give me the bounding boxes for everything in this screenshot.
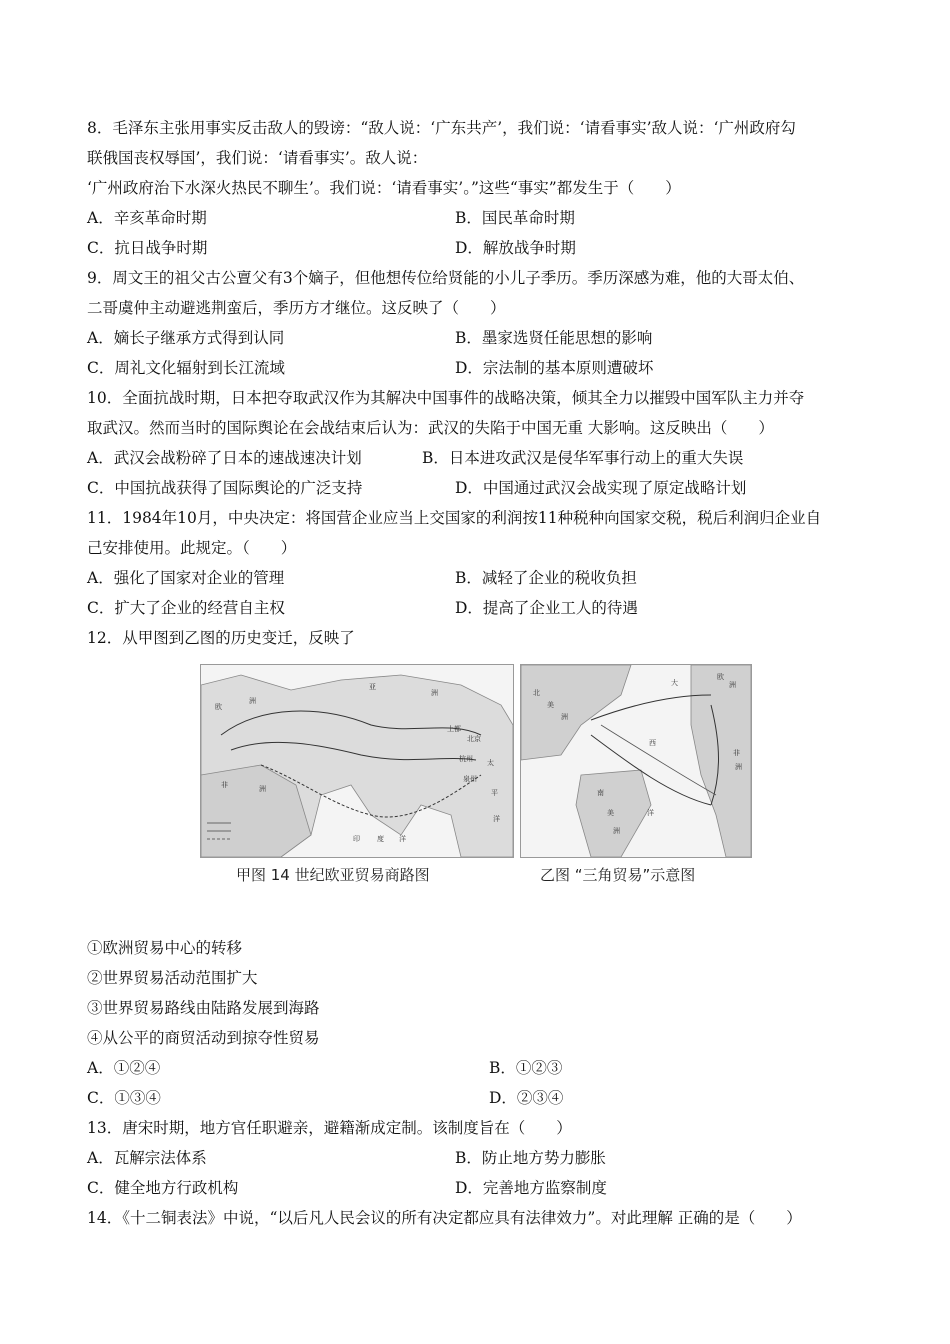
map-left-label-shangdu: 上都: [447, 725, 461, 733]
map-right-label-zhou-4: 洲: [729, 681, 736, 689]
map-left-label-quanzhou: 泉州: [463, 775, 477, 783]
map-right-label-zhou-3: 洲: [613, 827, 620, 835]
q12-statement-3: ③世界贸易路线由陆路发展到海路: [87, 999, 320, 1017]
map-right-label-mei-2: 美: [607, 809, 614, 817]
figure-right-caption: 乙图 “三角贸易”示意图: [540, 866, 696, 884]
q12-statement-2: ②世界贸易活动范围扩大: [87, 969, 258, 987]
q10-option-c[interactable]: C．中国抗战获得了国际舆论的广泛支持: [87, 479, 363, 497]
map-left-label-yang-1: 洋: [399, 835, 406, 843]
q9-option-d[interactable]: D．宗法制的基本原则遭破坏: [455, 359, 654, 377]
q9-stem-line-1: 9．周文王的祖父古公亶父有3个嫡子，但他想传位给贤能的小儿子季历。季历深感为难，他的大哥太伯、: [87, 269, 805, 287]
q8-option-a[interactable]: A．辛亥革命时期: [87, 209, 207, 227]
q10-option-d[interactable]: D．中国通过武汉会战实现了原定战略计划: [455, 479, 747, 497]
q13-option-d[interactable]: D．完善地方监察制度: [455, 1179, 607, 1197]
map-left-label-zhou-2: 洲: [249, 697, 256, 705]
map-right-label-bei: 北: [533, 689, 540, 697]
q10-option-b[interactable]: B．日本进攻武汉是侵华军事行动上的重大失误: [422, 449, 744, 467]
q13-option-a[interactable]: A．瓦解宗法体系: [87, 1149, 207, 1167]
q8-option-d[interactable]: D．解放战争时期: [455, 239, 576, 257]
map-left-label-du: 度: [377, 835, 384, 843]
q11-option-b[interactable]: B．减轻了企业的税收负担: [455, 569, 637, 587]
q12-option-c[interactable]: C．①③④: [87, 1089, 161, 1107]
map-left-label-fei: 非: [221, 781, 228, 789]
q8-stem-line-2: 联俄国丧权辱国’，我们说：‘请看事实’。敌人说：: [87, 149, 428, 167]
q8-option-c[interactable]: C．抗日战争时期: [87, 239, 208, 257]
map-left-label-zhou-3: 洲: [259, 785, 266, 793]
map-right-label-mei-1: 美: [547, 701, 554, 709]
q8-option-b[interactable]: B．国民革命时期: [455, 209, 575, 227]
q9-option-a[interactable]: A．嫡长子继承方式得到认同: [87, 329, 285, 347]
map-right-label-zhou-2: 洲: [735, 763, 742, 771]
map-right-label-ou: 欧: [717, 673, 724, 681]
q8-stem-line-3: ‘广州政府治下水深火热民不聊生’。我们说：‘请看事实’。”这些“事实”都发生于（ ）: [87, 179, 681, 197]
q11-stem-line-2: 己安排使用。此规定。（ ）: [87, 539, 297, 557]
q9-stem-line-2: 二哥虞仲主动避逃荆蛮后，季历方才继位。这反映了（ ）: [87, 299, 506, 317]
q13-stem: 13．唐宋时期，地方官任职避亲，避籍渐成定制。该制度旨在（ ）: [87, 1119, 572, 1137]
map-left-label-yin: 印: [353, 835, 360, 843]
map-left-label-hangzhou: 杭州: [459, 755, 473, 763]
q13-option-b[interactable]: B．防止地方势力膨胀: [455, 1149, 606, 1167]
map-right-label-nan: 南: [597, 789, 604, 797]
q9-option-b[interactable]: B．墨家选贤任能思想的影响: [455, 329, 653, 347]
q12-statement-1: ①欧洲贸易中心的转移: [87, 939, 243, 957]
map-right-label-fei: 非: [733, 749, 740, 757]
q12-option-d[interactable]: D．②③④: [489, 1089, 564, 1107]
q12-option-a[interactable]: A．①②④: [87, 1059, 161, 1077]
q10-option-a[interactable]: A．武汉会战粉碎了日本的速战速决计划: [87, 449, 362, 467]
q12-statement-4: ④从公平的商贸活动到掠夺性贸易: [87, 1029, 320, 1047]
q11-option-c[interactable]: C．扩大了企业的经营自主权: [87, 599, 285, 617]
q12-figure: [200, 664, 752, 900]
q14-stem: 14．《十二铜表法》中说，“以后凡人民会议的所有决定都应具有法律效力”。对此理解 正确的是（ ）: [87, 1209, 802, 1227]
map-left-label-tai: 太: [487, 759, 494, 767]
map-left-label-ou: 欧: [215, 703, 222, 711]
map-right-label-da: 大: [671, 679, 678, 687]
map-triangle-trade: [520, 664, 752, 858]
map-left-label-beijing: 北京: [467, 735, 481, 743]
map-right-label-yang: 洋: [647, 809, 654, 817]
map-left-label-ya: 亚: [369, 683, 376, 691]
q8-stem-line-1: 8．毛泽东主张用事实反击敌人的毁谤：“敌人说：‘广东共产’，我们说：‘请看事实’敌人说：‘广州政府勾: [87, 119, 796, 137]
q11-stem-line-1: 11．1984年10月，中央决定：将国营企业应当上交国家的利润按11种税种向国家交税，税后利润归企业自: [87, 509, 822, 527]
q10-stem-line-1: 10．全面抗战时期，日本把夺取武汉作为其解决中国事件的战略决策，倾其全力以摧毁中国军队主力并夺: [87, 389, 805, 407]
map-left-label-ping: 平: [491, 789, 498, 797]
q12-stem: 12．从甲图到乙图的历史变迁，反映了: [87, 629, 355, 647]
map-left-label-yang-2: 洋: [493, 815, 500, 823]
map-eurasia-trade-routes: [200, 664, 514, 858]
q12-option-b[interactable]: B．①②③: [489, 1059, 563, 1077]
figure-left-caption: 甲图 14 世纪欧亚贸易商路图: [236, 866, 430, 884]
q11-option-d[interactable]: D．提高了企业工人的待遇: [455, 599, 638, 617]
q13-option-c[interactable]: C．健全地方行政机构: [87, 1179, 239, 1197]
q11-option-a[interactable]: A．强化了国家对企业的管理: [87, 569, 285, 587]
map-right-label-zhou-1: 洲: [561, 713, 568, 721]
map-left-label-zhou-1: 洲: [431, 689, 438, 697]
map-right-label-xi: 西: [649, 739, 656, 747]
q9-option-c[interactable]: C．周礼文化辐射到长江流域: [87, 359, 285, 377]
q10-stem-line-2: 取武汉。然而当时的国际舆论在会战结束后认为：武汉的失陷于中国无重 大影响。这反映出（ ）: [87, 419, 774, 437]
